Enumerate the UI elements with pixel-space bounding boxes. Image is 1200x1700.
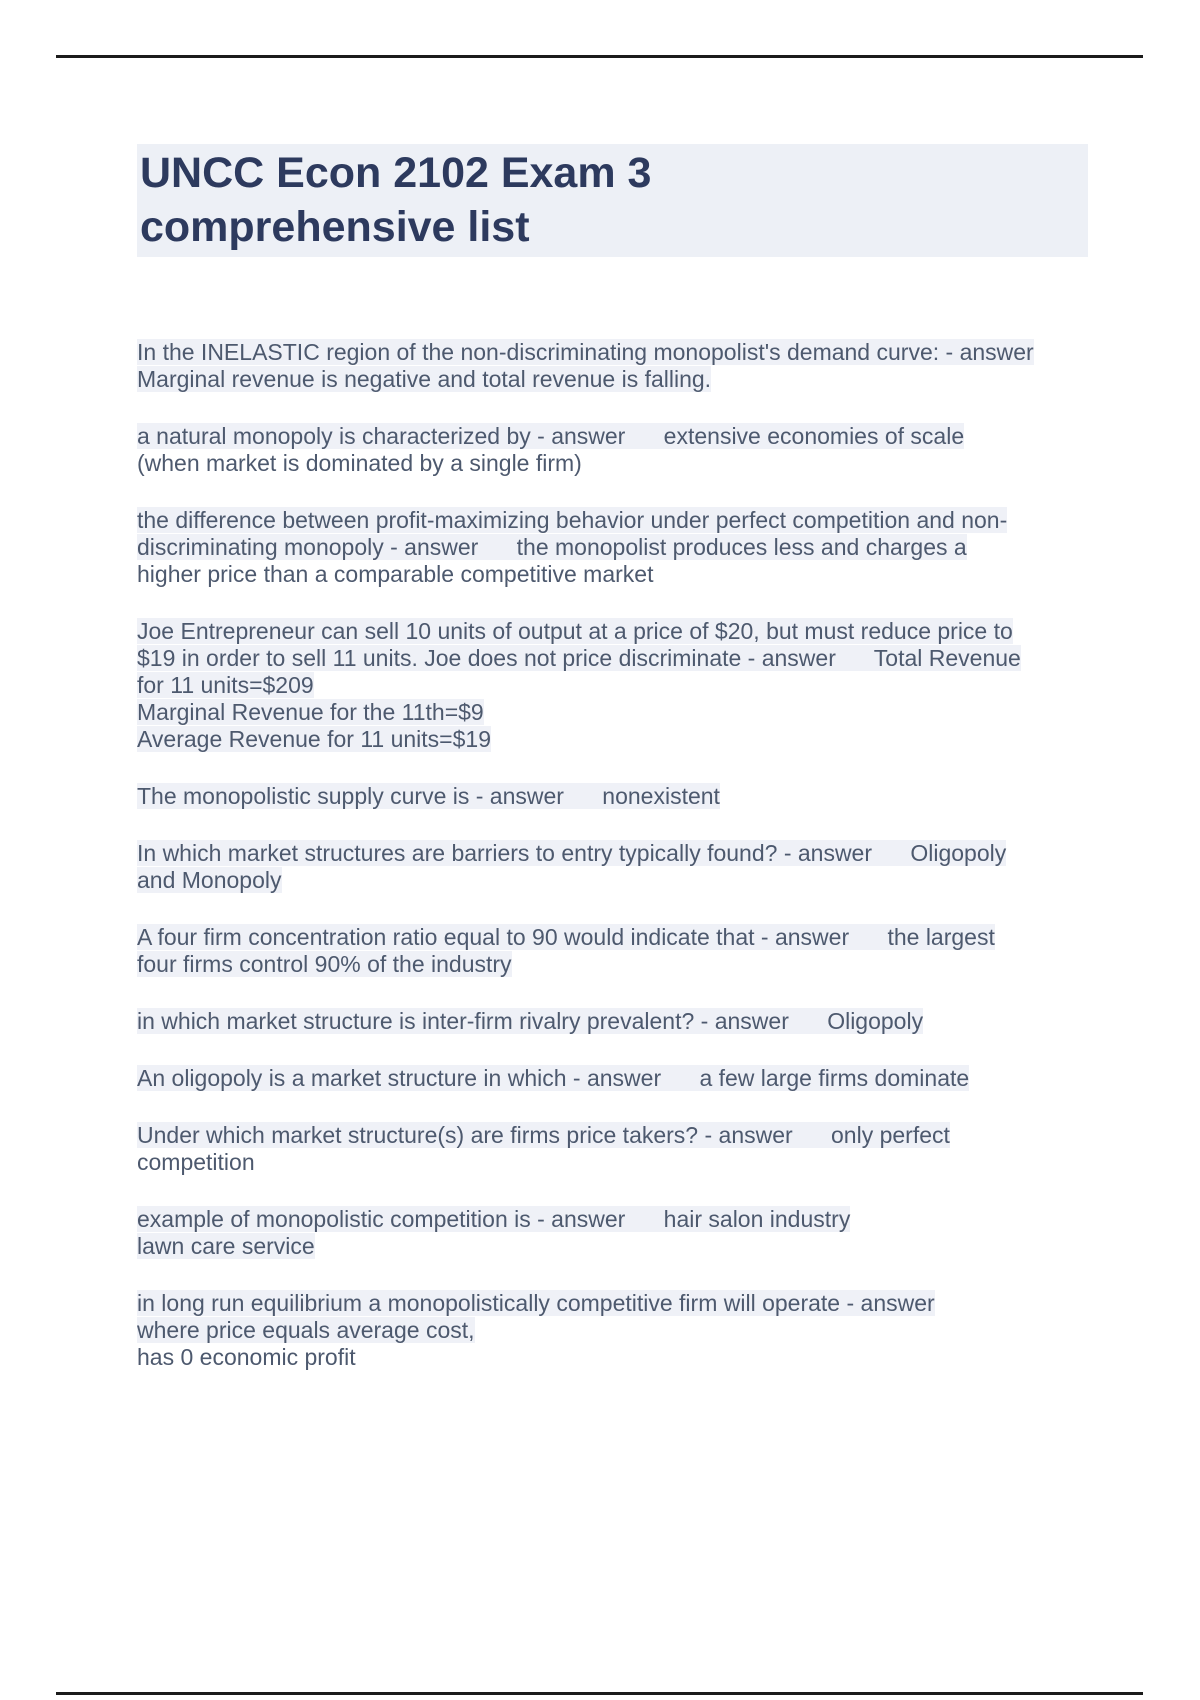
qa-list [137, 339, 1089, 1401]
qa-line: Marginal Revenue for the 11th=$9 [137, 699, 484, 725]
qa-paragraph [137, 1065, 1089, 1092]
qa-paragraph [137, 1122, 1089, 1176]
qa-line: where price equals average cost, [137, 1317, 475, 1343]
qa-line: In which market structures are barriers to entry typically found? - answer Oligopoly [137, 840, 1007, 866]
qa-paragraph [137, 1206, 1089, 1260]
qa-paragraph [137, 423, 1089, 477]
qa-paragraph [137, 1290, 1089, 1371]
qa-line: higher price than a comparable competitive market [137, 561, 654, 587]
page-title-line-1: UNCC Econ 2102 Exam 3 [140, 149, 652, 197]
qa-line: Joe Entrepreneur can sell 10 units of output at a price of $20, but must reduce price to [137, 618, 1013, 644]
qa-line: A four firm concentration ratio equal to 90 would indicate that - answer the largest [137, 924, 995, 950]
qa-line: has 0 economic profit [137, 1344, 356, 1370]
qa-line: The monopolistic supply curve is - answer nonexistent [137, 783, 720, 809]
qa-line: $19 in order to sell 11 units. Joe does not price discriminate - answer Total Revenue [137, 645, 1021, 671]
qa-line: competition [137, 1149, 255, 1175]
qa-paragraph [137, 783, 1089, 810]
qa-line: An oligopoly is a market structure in which - answer a few large firms dominate [137, 1065, 970, 1091]
qa-line: the difference between profit-maximizing behavior under perfect competition and non- [137, 507, 1008, 533]
qa-line: lawn care service [137, 1233, 315, 1259]
qa-line: four firms control 90% of the industry [137, 951, 512, 977]
qa-paragraph [137, 339, 1089, 393]
qa-line: Marginal revenue is negative and total revenue is falling. [137, 366, 712, 392]
qa-paragraph [137, 924, 1089, 978]
qa-line: discriminating monopoly - answer the monopolist produces less and charges a [137, 534, 967, 560]
qa-line: in long run equilibrium a monopolistically competitive firm will operate - answer [137, 1290, 935, 1316]
qa-paragraph [137, 618, 1089, 753]
qa-line: Under which market structure(s) are firms price takers? - answer only perfect [137, 1122, 950, 1148]
qa-line: Average Revenue for 11 units=$19 [137, 726, 491, 752]
qa-line: (when market is dominated by a single firm) [137, 450, 582, 476]
qa-line: in which market structure is inter-firm rivalry prevalent? - answer Oligopoly [137, 1008, 924, 1034]
qa-line: a natural monopoly is characterized by - answer extensive economies of scale [137, 423, 965, 449]
qa-paragraph [137, 1008, 1089, 1035]
footer-rule [56, 1692, 1143, 1695]
qa-line: example of monopolistic competition is - answer hair salon industry [137, 1206, 851, 1232]
qa-line: In the INELASTIC region of the non-discriminating monopolist's demand curve: - answer [137, 339, 1034, 365]
title-highlight-block [137, 144, 1088, 257]
qa-line: and Monopoly [137, 867, 282, 893]
qa-line: for 11 units=$209 [137, 672, 314, 698]
header-rule [56, 55, 1143, 58]
page-title-line-2: comprehensive list [140, 203, 530, 251]
qa-paragraph [137, 507, 1089, 588]
qa-paragraph [137, 840, 1089, 894]
